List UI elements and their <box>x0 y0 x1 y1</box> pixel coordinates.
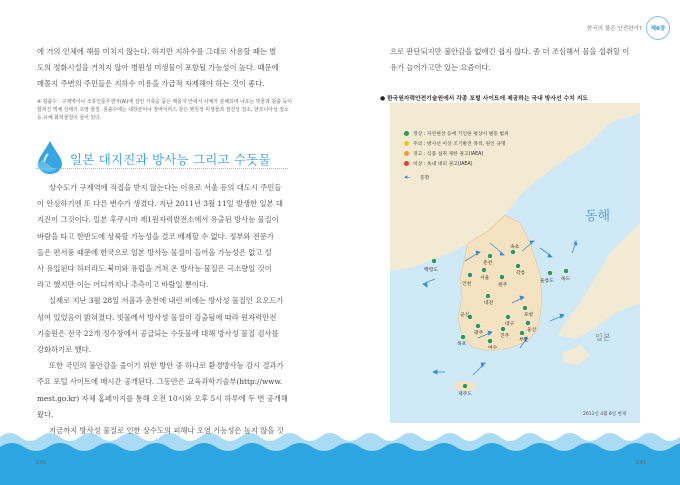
text-line: 지진이 그것이다. 일본 후쿠시마 제1원자력발전소에서 유출된 방사능 물질이 <box>37 215 279 225</box>
text-line: 실제로 지난 3월 28일 서울과 춘천에 내린 비에는 방사성 물질인 요오드가 <box>49 296 284 306</box>
text-line: 사 유입된다 하더라도 북미와 유럽을 거쳐 온 방사능 물질은 극소량일 것이 <box>37 264 272 274</box>
text-line: 들은 편서풍 때문에 한국으로 일본 방사능 물질이 들어올 가능성은 없고 설 <box>37 247 272 257</box>
legend-item-caution <box>404 138 509 148</box>
city-label: 대전 <box>484 301 494 306</box>
legend-item-wind <box>404 172 509 182</box>
running-header <box>587 16 670 40</box>
city-label: 인천 <box>462 282 472 287</box>
city-label: 원주 <box>498 283 508 288</box>
legend-label: 경고 : 식품 섭취 제한 권고(IAEA) <box>413 151 484 157</box>
city-label: 목포 <box>457 342 467 347</box>
text-line: 주요 포털 사이트에 매시간 공개된다. 그동안은 교육과학기술부(http://www. <box>37 377 283 387</box>
section-title: 일본 대지진과 방사능 그리고 수돗물 <box>70 152 271 167</box>
radiation-map <box>390 103 640 423</box>
section-divider <box>36 168 288 169</box>
text-line: 이 안심하기엔 또 다른 변수가 생겼다. 지난 2011년 3월 11일 발생한 일본 대 <box>37 199 283 209</box>
text-line: 왔다. <box>37 409 54 419</box>
wind-arrow-icon: ◂– <box>404 173 412 181</box>
text-line: 매몰지 주변의 주민들은 지하수 이용을 가급적 자제해야 하는 것이 좋다. <box>37 79 265 89</box>
text-line: 에 거의 인체에 해를 미치지 않는다. 하지만 지하수를 그대로 사용할 때는 별 <box>37 47 277 56</box>
text-line: 으로 판단되지만 불안감을 없애긴 쉽지 않다. 좀 더 조심해서 물을 섭취할 이 <box>390 47 630 56</box>
right-top-paragraph <box>390 44 645 76</box>
city-label: 강릉 <box>516 271 526 276</box>
page-number-right: 191 <box>636 460 647 466</box>
text-line: 지금까지 방사성 물질로 인한 상수도의 피해나 오염 가능성은 높지 않을 것 <box>49 426 284 436</box>
city-label: 제주도 <box>458 392 472 397</box>
legend-item-emergency <box>404 158 509 168</box>
green-dot-icon <box>404 131 409 136</box>
page-number-left: 190 <box>36 460 47 466</box>
text-line: 섞여 있었음이 밝혀졌다. 빗물에서 방사성 물질이 검출됨에 따라 원자력안전 <box>37 312 277 322</box>
map-legend <box>404 128 509 182</box>
legend-label: 주의 : 방사선 이상 조기발견 목적, 원인 규명 <box>413 141 506 147</box>
city-label: 울산 <box>527 328 537 333</box>
map-title: ● 한국원자력안전기술원에서 각종 포털 사이트에 제공하는 국내 방사선 수치 지도 <box>380 96 589 102</box>
city-label: 여수 <box>488 346 498 351</box>
sea-label-east: 동해 <box>585 209 611 224</box>
chapter-badge: 제6장 <box>646 16 670 40</box>
city-label: 대구 <box>505 322 515 327</box>
city-label: 속초 <box>510 245 520 250</box>
text-line: mest.go.kr) 자체 홈페이지를 통해 오전 10시와 오후 5시 하루에 두 번 공개해 <box>37 393 288 403</box>
footnote: ※ 침출수 : 구제역이나 조류인플루엔자(AI)에 걸린 가축을 묻은 매몰지 안에서 사체가 분해되며 나오는 빗물과 침출 등이 합쳐진 액체 상태의 오염 물질. 침출수에는 대장균이나 장바이러스 같은 병원성 미생물과 질산성 질소, 암모니아성 질소 등 유해 화학물질이 들어 있다. <box>37 99 292 121</box>
legend-item-normal <box>404 128 509 138</box>
left-top-paragraph <box>37 44 292 93</box>
yellow-dot-icon <box>404 141 409 146</box>
header-title: 한국의 물은 안전한가? <box>586 26 642 32</box>
map-date: 2011년 4월 6일 현재 <box>583 412 627 417</box>
text-line: 라고 했지만 이는 어디까지나 추측이고 바람일 뿐이다. <box>37 280 209 290</box>
city-label: 백령도 <box>424 268 438 273</box>
text-line: 유가 늘어가고만 있는 요즘이다. <box>390 63 491 73</box>
orange-dot-icon <box>404 151 409 156</box>
text-line: 또한 국민의 불안감을 줄이기 위한 방안 중 하나로 환경방사능 감시 결과가 <box>49 361 284 371</box>
text-line: 상수도가 구제역에 직접을 받지 않는다는 이유로 서울 등의 대도시 주민들 <box>49 183 282 192</box>
text-line: 바람을 타고 한반도에 상륙할 가능성을 결코 배제할 수 없다. 정부와 전문가 <box>37 231 274 241</box>
city-label: 포항 <box>524 313 534 318</box>
legend-label: 풍향 <box>420 175 430 181</box>
left-body <box>37 180 292 439</box>
city-label: 군산 <box>460 313 470 318</box>
legend-item-warning <box>404 148 509 158</box>
country-label-japan: 일본 <box>595 333 611 342</box>
legend-label: 비상 : 옥내 대피 권고(IAEA) <box>413 161 473 167</box>
city-label: 광주 <box>474 331 484 336</box>
city-label: 울릉도 <box>540 279 554 284</box>
text-line: 기술원은 전국 22개 정수장에서 공급되는 수돗물에 대해 방사성 물질 검사를 <box>37 328 279 338</box>
legend-label: 정상 : 자연현상 등에 기인한 평상시 변동 범위 <box>413 131 509 137</box>
city-label: 진주 <box>500 334 510 339</box>
city-label: 춘천 <box>483 261 493 266</box>
text-line: 도의 정화시설을 거치지 않아 병원성 미생물이 포함될 가능성이 높다. 때문에 <box>37 63 279 73</box>
text-line: 강화하기로 했다. <box>37 345 91 355</box>
city-label: 서울 <box>480 276 490 281</box>
city-label: 독도 <box>561 277 571 282</box>
city-label: 부산 <box>519 338 529 343</box>
red-dot-icon <box>404 161 409 166</box>
